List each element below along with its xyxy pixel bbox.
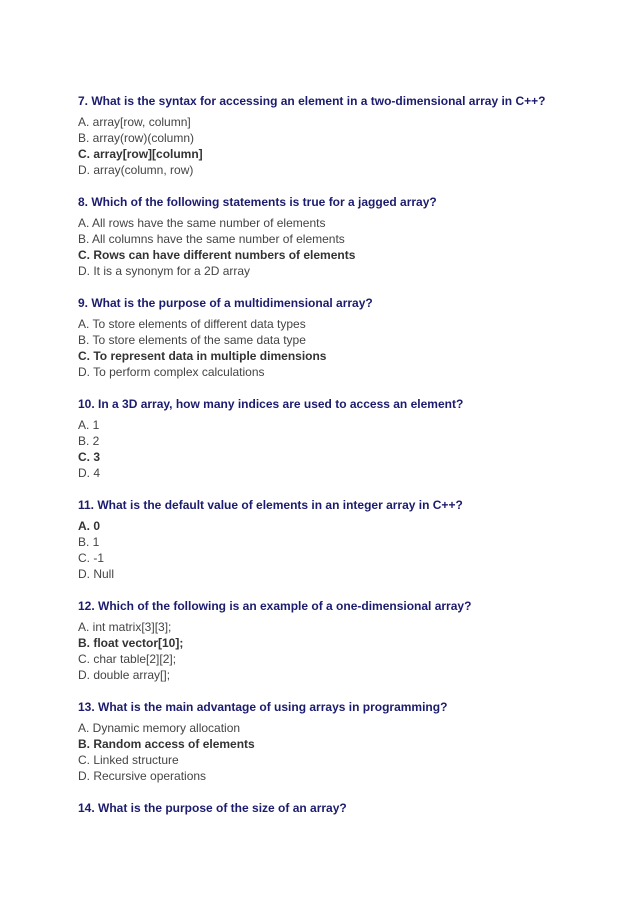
option-b: B. 2 [78, 434, 100, 448]
spacer [78, 279, 618, 295]
option-b: B. All columns have the same number of elements [78, 232, 345, 246]
option-a-correct: A. 0 [78, 519, 101, 533]
option-c: C. char table[2][2]; [78, 652, 177, 666]
option-d: D. To perform complex calculations [78, 365, 265, 379]
option-c-correct: C. To represent data in multiple dimensions [78, 349, 327, 363]
option-c: C. Linked structure [78, 753, 179, 767]
spacer [78, 178, 618, 194]
option-c-correct: C. 3 [78, 450, 101, 464]
option-b-correct: B. float vector[10]; [78, 636, 184, 650]
option-a: A. 1 [78, 418, 100, 432]
question-title: 10. In a 3D array, how many indices are used to access an element? [78, 397, 464, 411]
option-b: B. 1 [78, 535, 100, 549]
option-a: A. Dynamic memory allocation [78, 721, 241, 735]
question-11 [78, 497, 618, 582]
question-title: 9. What is the purpose of a multidimensional array? [78, 296, 373, 310]
option-d: D. Null [78, 567, 115, 581]
question-8 [78, 194, 618, 279]
option-a: A. int matrix[3][3]; [78, 620, 172, 634]
spacer [78, 784, 618, 800]
question-title: 11. What is the default value of elements in an integer array in C++? [78, 498, 463, 512]
spacer [78, 380, 618, 396]
option-d: D. array(column, row) [78, 163, 194, 177]
option-b: B. To store elements of the same data type [78, 333, 306, 347]
option-c: C. -1 [78, 551, 105, 565]
option-c-correct: C. Rows can have different numbers of elements [78, 248, 356, 262]
option-b: B. array(row)(column) [78, 131, 195, 145]
question-7 [78, 93, 618, 178]
question-9 [78, 295, 618, 380]
question-title: 12. Which of the following is an example of a one-dimensional array? [78, 599, 472, 613]
question-10 [78, 396, 618, 481]
question-14 [78, 800, 618, 816]
option-a: A. All rows have the same number of elements [78, 216, 326, 230]
question-title: 7. What is the syntax for accessing an element in a two-dimensional array in C++? [78, 94, 546, 108]
question-title: 8. Which of the following statements is true for a jagged array? [78, 195, 437, 209]
quiz-page [78, 93, 618, 821]
question-title: 13. What is the main advantage of using arrays in programming? [78, 700, 448, 714]
spacer [78, 481, 618, 497]
option-a: A. array[row, column] [78, 115, 191, 129]
option-d: D. Recursive operations [78, 769, 207, 783]
spacer [78, 582, 618, 598]
question-title: 14. What is the purpose of the size of an array? [78, 801, 347, 815]
option-a: A. To store elements of different data types [78, 317, 306, 331]
option-d: D. 4 [78, 466, 101, 480]
spacer [78, 683, 618, 699]
question-12 [78, 598, 618, 683]
question-13 [78, 699, 618, 784]
option-d: D. double array[]; [78, 668, 171, 682]
option-d: D. It is a synonym for a 2D array [78, 264, 251, 278]
option-c-correct: C. array[row][column] [78, 147, 203, 161]
option-b-correct: B. Random access of elements [78, 737, 255, 751]
